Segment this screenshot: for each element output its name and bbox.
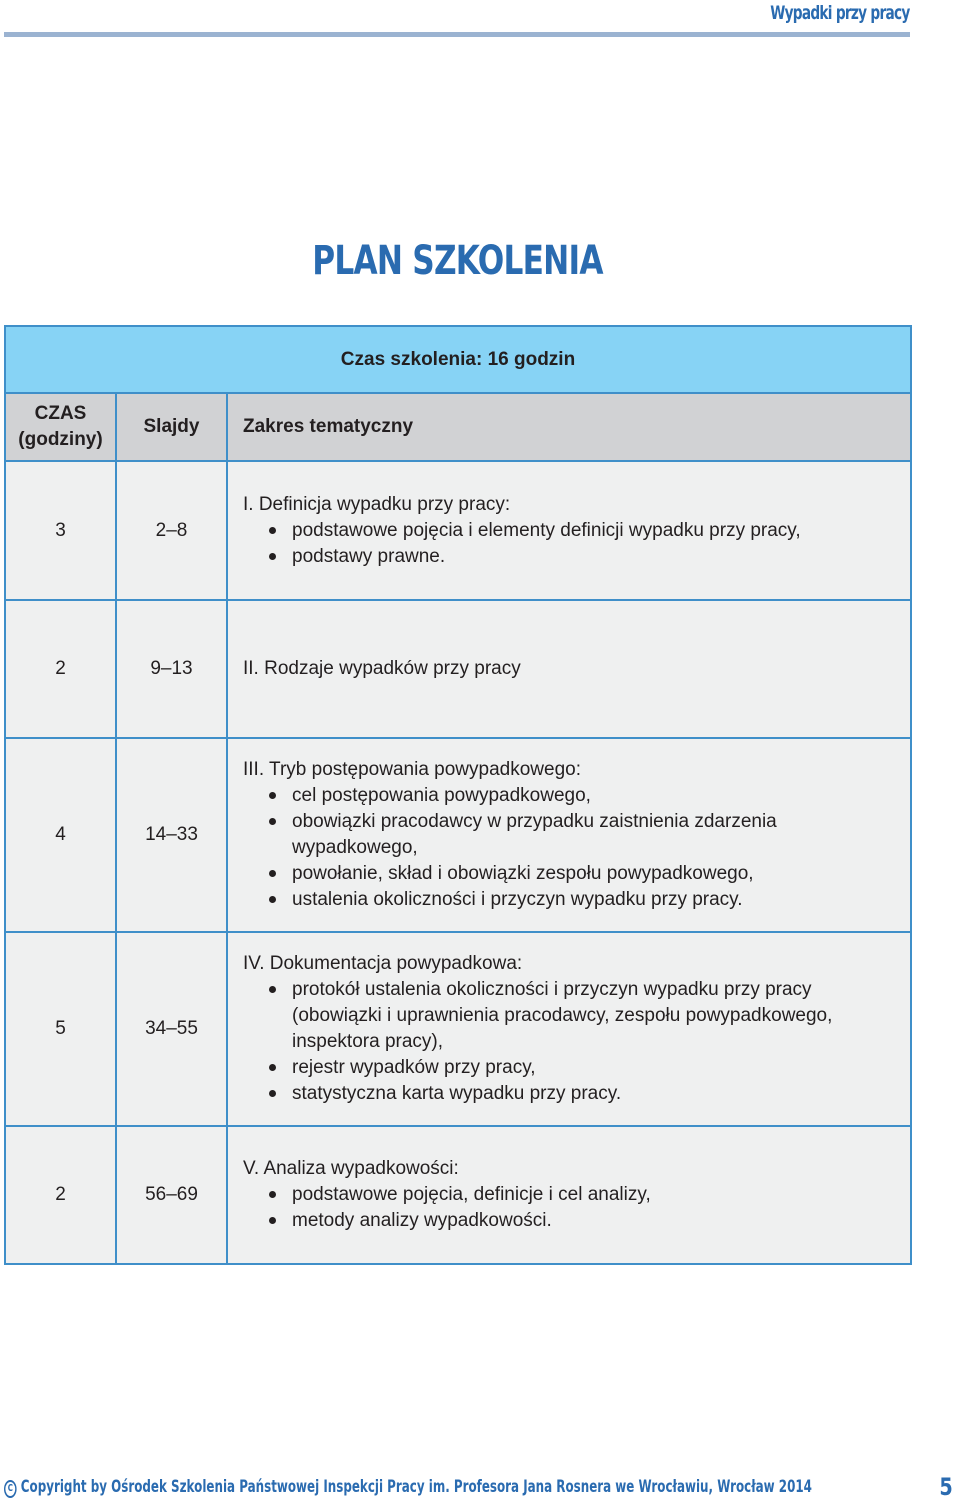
topic-bullet: cel postępowania powypadkowego, — [243, 783, 900, 809]
hours-cell: 2 — [5, 1126, 116, 1264]
hours-cell: 2 — [5, 600, 116, 738]
header-slides: Slajdy — [116, 393, 227, 461]
topic-bullet: rejestr wypadków przy pracy, — [243, 1055, 900, 1081]
footer-copyright — [4, 1477, 812, 1498]
slides-cell: 9–13 — [116, 600, 227, 738]
topic-bullet-list — [243, 783, 900, 913]
running-head: Wypadki przy pracy — [770, 2, 910, 24]
page-number: 5 — [939, 1473, 953, 1501]
topic-bullet: metody analizy wypadkowości. — [243, 1208, 900, 1234]
topic-cell — [227, 600, 911, 738]
topic-cell — [227, 738, 911, 932]
topic-bullet: podstawy prawne. — [243, 544, 900, 570]
table-row — [5, 600, 911, 738]
duration-row — [5, 326, 911, 393]
training-plan-table — [4, 325, 912, 1265]
topic-bullet: powołanie, skład i obowiązki zespołu powypadkowego, — [243, 861, 900, 887]
slides-cell: 2–8 — [116, 461, 227, 600]
page-title: PLAN SZKOLENIA — [312, 238, 603, 284]
table-row — [5, 1126, 911, 1264]
topic-bullet: podstawowe pojęcia, definicje i cel analizy, — [243, 1182, 900, 1208]
header-hours: CZAS (godziny) — [5, 393, 116, 461]
topic-heading: II. Rodzaje wypadków przy pracy — [243, 658, 521, 679]
copyright-icon: C — [4, 1480, 17, 1498]
table-row — [5, 932, 911, 1126]
copyright-text: Copyright by Ośrodek Szkolenia Państwowej Inspekcji Pracy im. Profesora Jana Rosnera we Wrocławiu, Wrocław 2014 — [20, 1477, 812, 1497]
topic-cell — [227, 932, 911, 1126]
header-row — [5, 393, 911, 461]
topic-heading: I. Definicja wypadku przy pracy: — [243, 493, 511, 515]
topic-bullet: ustalenia okoliczności i przyczyn wypadku przy pracy. — [243, 887, 900, 913]
hours-cell: 4 — [5, 738, 116, 932]
topic-bullet: podstawowe pojęcia i elementy definicji wypadku przy pracy, — [243, 518, 900, 544]
duration-cell: Czas szkolenia: 16 godzin — [5, 326, 911, 393]
topic-bullet: statystyczna karta wypadku przy pracy. — [243, 1081, 900, 1107]
topic-bullet: protokół ustalenia okoliczności i przyczyn wypadku przy pracy (obowiązki i uprawnienia pracodawcy, zespołu powypadkowego, inspektora pracy), — [243, 977, 900, 1055]
topic-cell — [227, 461, 911, 600]
hours-cell: 3 — [5, 461, 116, 600]
topic-bullet-list — [243, 518, 900, 570]
topic-heading: III. Tryb postępowania powypadkowego: — [243, 759, 581, 780]
header-rule — [4, 32, 910, 37]
header-topic: Zakres tematyczny — [227, 393, 911, 461]
topic-bullet: obowiązki pracodawcy w przypadku zaistnienia zdarzenia wypadkowego, — [243, 809, 900, 861]
topic-cell — [227, 1126, 911, 1264]
topic-heading: IV. Dokumentacja powypadkowa: — [243, 953, 523, 974]
topic-bullet-list — [243, 1182, 900, 1234]
table-row — [5, 461, 911, 600]
topic-heading: V. Analiza wypadkowości: — [243, 1158, 459, 1179]
hours-cell: 5 — [5, 932, 116, 1126]
topic-bullet-list — [243, 977, 900, 1107]
table-row — [5, 738, 911, 932]
slides-cell: 34–55 — [116, 932, 227, 1126]
slides-cell: 14–33 — [116, 738, 227, 932]
slides-cell: 56–69 — [116, 1126, 227, 1264]
